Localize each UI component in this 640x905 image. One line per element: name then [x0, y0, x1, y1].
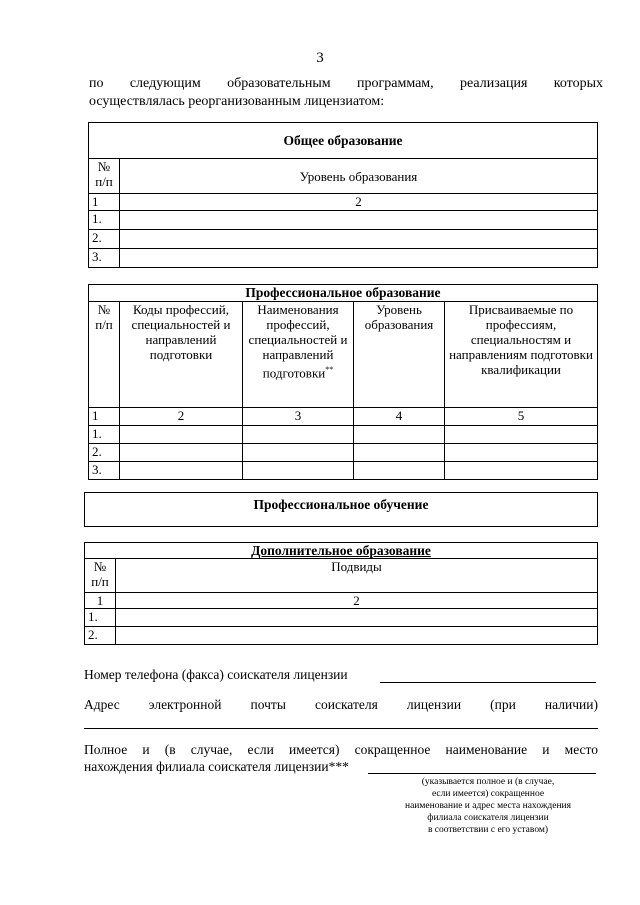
phone-field[interactable] — [380, 682, 596, 683]
empty-cell[interactable] — [120, 230, 598, 249]
empty-cell[interactable] — [120, 462, 243, 480]
word: образовательным — [227, 76, 331, 91]
word: Адрес — [84, 697, 120, 712]
row-number: 1. — [89, 211, 120, 230]
col-codes: Коды профессий, специальностей и направлений подготовки — [120, 302, 243, 408]
word: лицензии — [406, 697, 462, 712]
general-title: Общее образование — [89, 123, 598, 159]
empty-cell[interactable] — [445, 462, 598, 480]
col-qualifications: Присваиваемые по профессиям, специальностям и направлениям подготовки квалификации — [445, 302, 598, 408]
index-cell: 1 — [89, 194, 120, 211]
empty-cell[interactable] — [243, 444, 354, 462]
word: и — [542, 742, 550, 757]
empty-cell[interactable] — [120, 249, 598, 268]
empty-cell[interactable] — [120, 444, 243, 462]
col-number — [89, 159, 120, 194]
word: и — [142, 742, 150, 757]
word: соискателя — [314, 697, 378, 712]
empty-cell[interactable] — [445, 426, 598, 444]
col-level: Уровень образования — [354, 302, 445, 408]
professional-education-table — [88, 284, 598, 480]
empty-cell[interactable] — [116, 627, 598, 645]
word: программам, — [357, 76, 434, 91]
word: случае, — [190, 742, 233, 757]
col-number — [89, 302, 120, 408]
word: место — [564, 742, 598, 757]
additional-title-text: Дополнительное образование — [251, 543, 431, 558]
page-number: 3 — [316, 50, 324, 66]
number-sign: № — [97, 159, 111, 174]
word: сокращенное — [354, 742, 431, 757]
word: (при — [490, 697, 516, 712]
email-field[interactable] — [84, 728, 598, 729]
empty-cell[interactable] — [120, 426, 243, 444]
empty-cell[interactable] — [354, 462, 445, 480]
note-line: в соответствии с его уставом) — [427, 825, 549, 835]
index-cell: 3 — [243, 408, 354, 426]
col-subtypes: Подвиды — [116, 559, 598, 593]
index-cell: 2 — [120, 408, 243, 426]
empty-cell[interactable] — [243, 462, 354, 480]
phone-label: Номер телефона (факса) соискателя лицензии — [84, 667, 348, 682]
word: реализация — [460, 76, 528, 91]
row-number: 2. — [85, 627, 116, 645]
empty-cell[interactable] — [354, 444, 445, 462]
col-names-text: Наименования профессий, специальностей и направлений подготовки — [248, 302, 348, 381]
col-number — [85, 559, 116, 593]
index-cell: 5 — [445, 408, 598, 426]
number-abbr: п/п — [95, 174, 113, 189]
note-line: наименование и адрес места нахождения — [405, 801, 571, 811]
number-sign: № — [97, 302, 111, 317]
word: почты — [250, 697, 286, 712]
row-number: 3. — [89, 249, 120, 268]
number-sign: № — [93, 559, 107, 574]
row-number: 2. — [89, 230, 120, 249]
row-number: 1. — [85, 609, 116, 627]
training-title: Профессиональное обучение — [85, 493, 598, 527]
empty-cell[interactable] — [445, 444, 598, 462]
branch-line-1 — [84, 742, 598, 758]
word: наличии) — [544, 697, 598, 712]
col-names — [243, 302, 354, 408]
empty-cell[interactable] — [354, 426, 445, 444]
branch-line-2: нахождения филиала соискателя лицензии*** — [84, 759, 349, 774]
word: имеется) — [288, 742, 340, 757]
intro-line-2: осуществлялась реорганизованным лицензиатом: — [89, 94, 385, 109]
word: (в — [164, 742, 176, 757]
additional-title — [85, 543, 598, 559]
additional-education-table — [84, 542, 598, 645]
word: Полное — [84, 742, 128, 757]
note-line: если имеется) сокращенное — [431, 789, 545, 799]
index-cell: 1 — [89, 408, 120, 426]
empty-cell[interactable] — [116, 609, 598, 627]
row-number: 2. — [89, 444, 120, 462]
word: электронной — [148, 697, 222, 712]
note-line: филиала соискателя лицензии — [427, 813, 549, 823]
index-cell: 4 — [354, 408, 445, 426]
col-level: Уровень образования — [120, 159, 598, 194]
email-label — [84, 697, 598, 713]
branch-note — [376, 776, 600, 836]
row-number: 1. — [89, 426, 120, 444]
empty-cell[interactable] — [243, 426, 354, 444]
number-abbr: п/п — [91, 574, 109, 589]
footnote-mark: ** — [325, 365, 334, 374]
word: которых — [553, 76, 603, 91]
note-line: (указывается полное и (в случае, — [421, 777, 555, 787]
word: если — [247, 742, 274, 757]
number-abbr: п/п — [95, 317, 113, 332]
index-cell: 2 — [116, 593, 598, 609]
professional-title: Профессиональное образование — [89, 285, 598, 302]
branch-field[interactable] — [368, 773, 596, 774]
word: по — [89, 76, 104, 91]
empty-cell[interactable] — [120, 211, 598, 230]
general-education-table — [88, 122, 598, 268]
word: наименование — [445, 742, 528, 757]
intro-line-1 — [89, 76, 603, 92]
index-cell: 1 — [85, 593, 116, 609]
index-cell: 2 — [120, 194, 598, 211]
word: следующим — [129, 76, 201, 91]
professional-training-table — [84, 492, 598, 527]
row-number: 3. — [89, 462, 120, 480]
